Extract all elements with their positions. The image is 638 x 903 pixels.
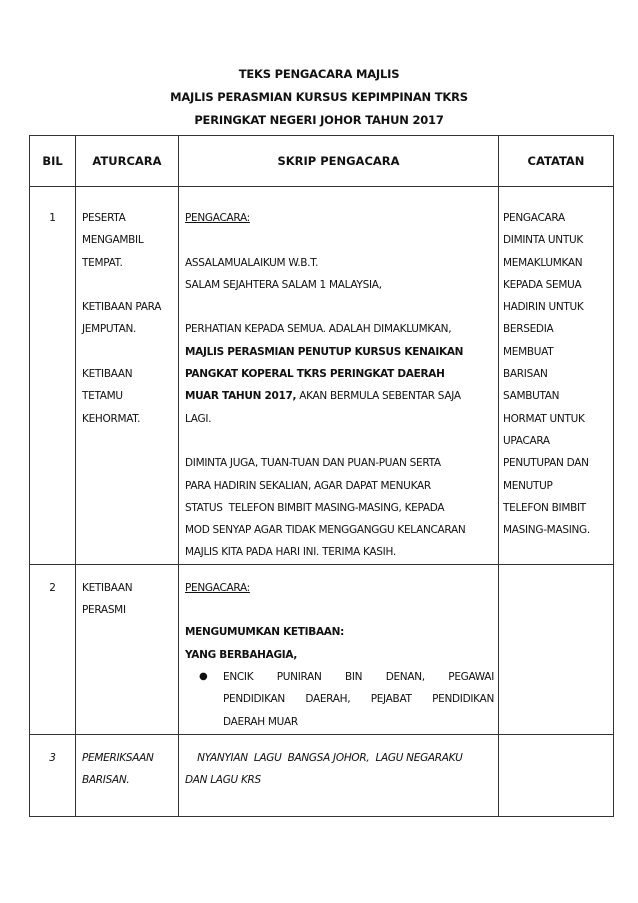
- column-header-aturcara: ATURCARA: [76, 136, 179, 187]
- script-line: SALAM SEJAHTERA SALAM 1 MALAYSIA,: [185, 278, 382, 291]
- aturcara-line: KEHORMAT.: [82, 412, 141, 425]
- script-text: AKAN BERMULA SEBENTAR SAJA: [296, 390, 461, 403]
- aturcara-line: MENGAMBIL: [82, 234, 144, 247]
- aturcara-cell: [76, 734, 179, 816]
- script-line: STATUS TELEFON BIMBIT MASING-MASING, KEPADA: [185, 501, 445, 514]
- script-line: PARA HADIRIN SEKALIAN, AGAR DAPAT MENUKAR: [185, 479, 431, 492]
- aturcara-cell: [76, 187, 179, 565]
- table-row: [30, 187, 614, 565]
- script-line: ASSALAMUALAIKUM W.B.T.: [185, 256, 319, 269]
- table-row: [30, 734, 614, 816]
- script-text-bold: MUAR TAHUN 2017,: [185, 390, 297, 403]
- program-table: [29, 135, 614, 817]
- aturcara-cell: [76, 564, 179, 734]
- script-line-bold: PANGKAT KOPERAL TKRS PERINGKAT DAERAH: [185, 368, 445, 381]
- bullet-line: PENDIDIKAN DAERAH, PEJABAT PENDIDIKAN: [223, 693, 494, 706]
- catatan-line: HADIRIN UNTUK: [503, 301, 584, 314]
- bullet-line: DAERAH MUAR: [223, 715, 298, 728]
- pengacara-label: PENGACARA:: [185, 581, 250, 594]
- skrip-cell: [179, 187, 499, 565]
- aturcara-line: KETIBAAN: [82, 368, 133, 381]
- aturcara-line: PESERTA: [82, 212, 126, 224]
- document-title: TEKS PENGACARA MAJLIS: [238, 67, 400, 81]
- catatan-line: UPACARA: [503, 434, 550, 447]
- catatan-line: SAMBUTAN: [503, 390, 560, 403]
- catatan-cell: [499, 187, 614, 565]
- script-line: PERHATIAN KEPADA SEMUA. ADALAH DIMAKLUMKAN,: [185, 323, 452, 336]
- document-subtitle-level: PERINGKAT NEGERI JOHOR TAHUN 2017: [194, 113, 444, 127]
- bullet-dot-icon: ●: [199, 670, 208, 682]
- catatan-cell: [499, 564, 614, 734]
- script-line-bold: MAJLIS PERASMIAN PENUTUP KURSUS KENAIKAN: [185, 345, 464, 358]
- aturcara-line: PEMERIKSAAN: [82, 751, 154, 764]
- skrip-cell: [179, 734, 499, 816]
- catatan-line: TELEFON BIMBIT: [503, 501, 586, 514]
- script-line-bold: MENGUMUMKAN KETIBAAN:: [185, 626, 345, 639]
- script-line: [185, 385, 494, 407]
- column-header-bil: BIL: [30, 136, 76, 187]
- script-line: MOD SENYAP AGAR TIDAK MENGGANGGU KELANCARAN: [185, 524, 466, 537]
- catatan-line: BARISAN: [503, 368, 548, 381]
- row-number: 3: [30, 734, 76, 816]
- column-header-skrip: SKRIP PENGACARA: [179, 136, 499, 187]
- aturcara-line: BARISAN.: [82, 774, 130, 787]
- aturcara-line: KETIBAAN: [82, 581, 133, 594]
- catatan-line: KEPADA SEMUA: [503, 278, 582, 291]
- row-number: 2: [30, 564, 76, 734]
- catatan-line: PENGACARA: [503, 212, 565, 224]
- bullet-item: [185, 666, 494, 733]
- catatan-line: MEMAKLUMKAN: [503, 256, 583, 269]
- catatan-cell: [499, 734, 614, 816]
- script-line: NYANYIAN LAGU BANGSA JOHOR, LAGU NEGARAKU: [185, 751, 463, 764]
- bullet-line: ENCIK PUNIRAN BIN DENAN, PEGAWAI: [223, 670, 494, 683]
- bullet-text: [223, 666, 494, 733]
- catatan-line: BERSEDIA: [503, 323, 554, 336]
- catatan-line: MEMBUAT: [503, 345, 554, 358]
- aturcara-line: KETIBAAN PARA: [82, 301, 162, 314]
- catatan-line: HORMAT UNTUK: [503, 412, 585, 425]
- catatan-line: MENUTUP: [503, 479, 553, 492]
- aturcara-line: JEMPUTAN.: [82, 323, 137, 336]
- document-subtitle-event: MAJLIS PERASMIAN KURSUS KEPIMPINAN TKRS: [170, 90, 468, 104]
- catatan-line: PENUTUPAN DAN: [503, 457, 589, 470]
- script-line: LAGI.: [185, 412, 212, 425]
- script-line-bold: YANG BERBAHAGIA,: [185, 648, 298, 661]
- column-header-catatan: CATATAN: [499, 136, 614, 187]
- script-line: DIMINTA JUGA, TUAN-TUAN DAN PUAN-PUAN SERTA: [185, 457, 441, 470]
- catatan-line: MASING-MASING.: [503, 524, 590, 537]
- aturcara-line: TETAMU: [82, 390, 123, 403]
- row-number: 1: [30, 187, 76, 565]
- aturcara-line: TEMPAT.: [82, 256, 123, 269]
- pengacara-label: PENGACARA:: [185, 212, 250, 224]
- aturcara-line: PERASMI: [82, 604, 126, 617]
- script-line: DAN LAGU KRS: [185, 774, 261, 787]
- table-header-row: [30, 136, 614, 187]
- catatan-line: DIMINTA UNTUK: [503, 234, 583, 247]
- skrip-cell: [179, 564, 499, 734]
- script-line: MAJLIS KITA PADA HARI INI. TERIMA KASIH.: [185, 546, 396, 559]
- table-row: [30, 564, 614, 734]
